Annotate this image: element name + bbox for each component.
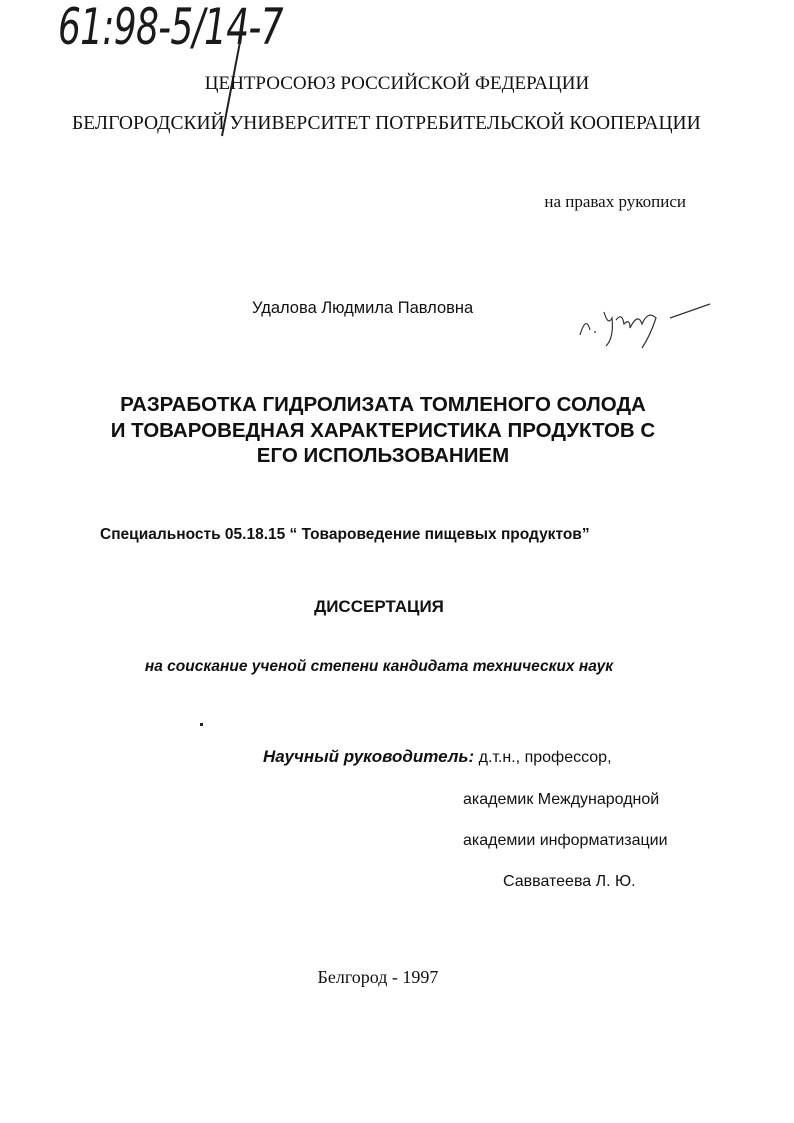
advisor-name: Савватеева Л. Ю. bbox=[503, 873, 636, 890]
advisor-line-1 bbox=[263, 747, 612, 767]
title-line: И ТОВАРОВЕДНАЯ ХАРАКТЕРИСТИКА ПРОДУКТОВ С bbox=[110, 418, 656, 442]
advisor-label: Научный руководитель: bbox=[263, 747, 475, 766]
document-type: ДИССЕРТАЦИЯ bbox=[314, 597, 444, 616]
organization-header: ЦЕНТРОСОЮЗ РОССИЙСКОЙ ФЕДЕРАЦИИ bbox=[204, 73, 590, 94]
specialty: Специальность 05.18.15 “ Товароведение пищевых продуктов” bbox=[100, 526, 590, 543]
advisor-line-3: академии информатизации bbox=[463, 832, 668, 849]
archive-code-handwritten: 61:98-5/14-7 bbox=[58, 0, 283, 56]
manuscript-note: на правах рукописи bbox=[544, 192, 686, 211]
scan-speck bbox=[200, 723, 203, 726]
author-name: Удалова Людмила Павловна bbox=[252, 299, 474, 317]
advisor-line-2: академик Международной bbox=[463, 791, 660, 808]
advisor-title: д.т.н., профессор, bbox=[474, 749, 612, 766]
city-year: Белгород - 1997 bbox=[317, 967, 439, 987]
title-line: РАЗРАБОТКА ГИДРОЛИЗАТА ТОМЛЕНОГО СОЛОДА bbox=[120, 393, 646, 416]
degree-statement: на соискание ученой степени кандидата технических наук bbox=[144, 658, 614, 675]
university-header: БЕЛГОРОДСКИЙ УНИВЕРСИТЕТ ПОТРЕБИТЕЛЬСКОЙ КООПЕРАЦИИ bbox=[72, 113, 701, 134]
author-signature bbox=[570, 290, 720, 350]
dissertation-title bbox=[0, 392, 766, 469]
title-line: ЕГО ИСПОЛЬЗОВАНИЕМ bbox=[256, 444, 510, 467]
